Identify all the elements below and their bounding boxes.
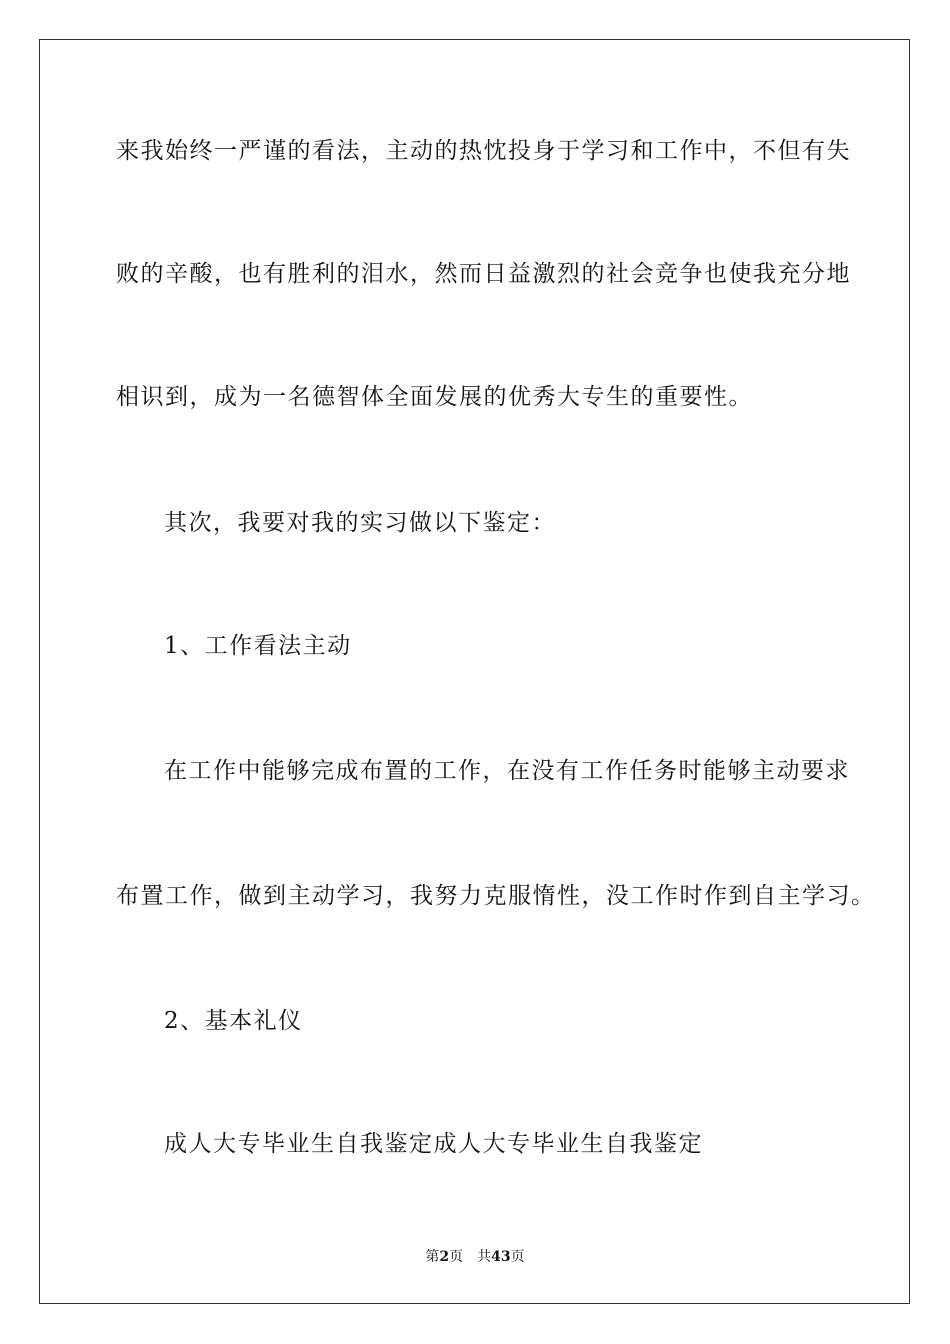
paragraph-line-4: 其次，我要对我的实习做以下鉴定：	[164, 510, 556, 536]
paragraph-line-2: 败的辛酸，也有胜利的泪水，然而日益激烈的社会竞争也使我充分地	[116, 261, 851, 287]
paragraph-line-1: 来我始终一严谨的看法，主动的热忱投身于学习和工作中，不但有失	[116, 138, 851, 164]
page-footer	[0, 1248, 950, 1266]
paragraph-line-9: 成人大专毕业生自我鉴定成人大专毕业生自我鉴定	[164, 1131, 703, 1157]
paragraph-line-3: 相识到，成为一名德智体全面发展的优秀大专生的重要性。	[116, 384, 753, 410]
footer-page-suffix: 页	[449, 1249, 464, 1265]
section-heading-1: 1、工作看法主动	[164, 633, 352, 659]
footer-total-suffix: 页	[510, 1249, 525, 1265]
paragraph-line-7: 布置工作，做到主动学习，我努力克服惰性，没工作时作到自主学习。	[116, 883, 876, 909]
page-border	[39, 39, 910, 1304]
footer-total-pages: 43	[491, 1249, 511, 1265]
paragraph-line-6: 在工作中能够完成布置的工作，在没有工作任务时能够主动要求	[164, 758, 850, 784]
footer-total-prefix: 共	[477, 1249, 492, 1265]
section-heading-2: 2、基本礼仪	[164, 1008, 303, 1034]
footer-page-prefix: 第	[425, 1249, 440, 1265]
footer-page-number: 2	[439, 1249, 450, 1265]
